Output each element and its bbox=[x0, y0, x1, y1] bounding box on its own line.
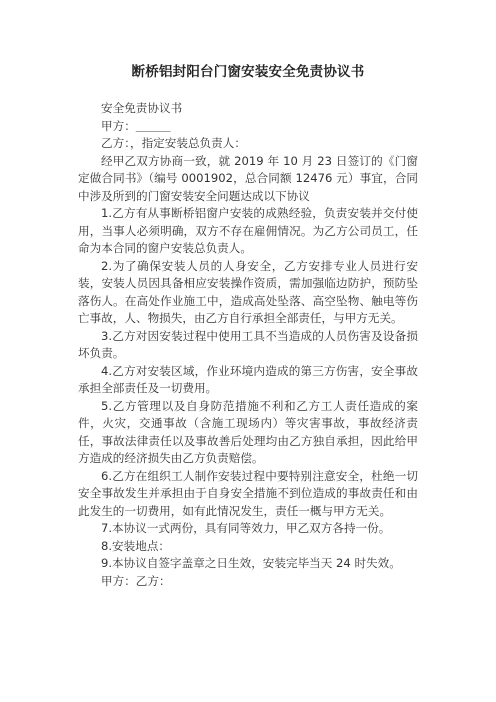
clause-8: 8.安装地点： bbox=[101, 538, 171, 553]
party-b-line: 乙方：，指定安装总负责人： bbox=[101, 136, 246, 150]
document-body bbox=[78, 100, 418, 590]
clause-5: 5.乙方管理以及自身防范措施不利和乙方工人责任造成的案件，火灾，交通事故（含施工现场内）等灾害事故，事故经济责任，事故法律责任以及事故善后处理均由乙方独自承担，因此给甲方造成的经济损失由乙方负责赔偿。 bbox=[78, 398, 418, 465]
subtitle-line: 安全免责协议书 bbox=[101, 101, 183, 115]
intro-paragraph: 经甲乙双方协商一致，就 2019 年 10 月 23 日签订的《门窗定做合同书》（编号 0001902，总合同额 12476 元）事宜，合同中涉及所到的门窗安装安全问题达成以下协议 bbox=[78, 153, 418, 203]
clause-1: 1.乙方有从事断桥铝窗户安装的成熟经验，负责安装并交付使用，当事人必须明确，双方不存在雇佣情况。为乙方公司员工，任命为本合同的窗户安装总负责人。 bbox=[78, 206, 418, 255]
clause-6: 6.乙方在组织工人制作安装过程中要特别注意安全，杜绝一切安全事故发生并承担由于自身安全措施不到位造成的事故责任和由此发生的一切费用，如有此情况发生，责任一概与甲方无关。 bbox=[78, 468, 418, 518]
clause-4: 4.乙方对安装区域，作业环境内造成的第三方伤害，安全事故承担全部责任及一切费用。 bbox=[78, 363, 418, 395]
party-a-line: 甲方：＿＿＿ bbox=[101, 118, 171, 133]
clause-3: 3.乙方对因安装过程中使用工具不当造成的人员伤害及设备损坏负责。 bbox=[78, 328, 418, 360]
clause-7: 7.本协议一式两份，具有同等效力，甲乙双方各持一份。 bbox=[101, 521, 391, 535]
clause-2: 2.为了确保安装人员的人身安全，乙方安排专业人员进行安装，安装人员因具备相应安装操作资质，需加强临边防护，预防坠落伤人。在高处作业施工中，造成高处坠落、高空坠物、触电等伤亡事故，人、物损失，由乙方自行承担全部责任，与甲方无关。 bbox=[78, 258, 418, 325]
clause-9: 9.本协议自签字盖章之日生效，安装完毕当天 24 时失效。 bbox=[101, 556, 401, 570]
document-title: 断桥铝封阳台门窗安装安全免责协议书 bbox=[131, 64, 365, 80]
signature-line: 甲方：乙方： bbox=[101, 573, 171, 588]
